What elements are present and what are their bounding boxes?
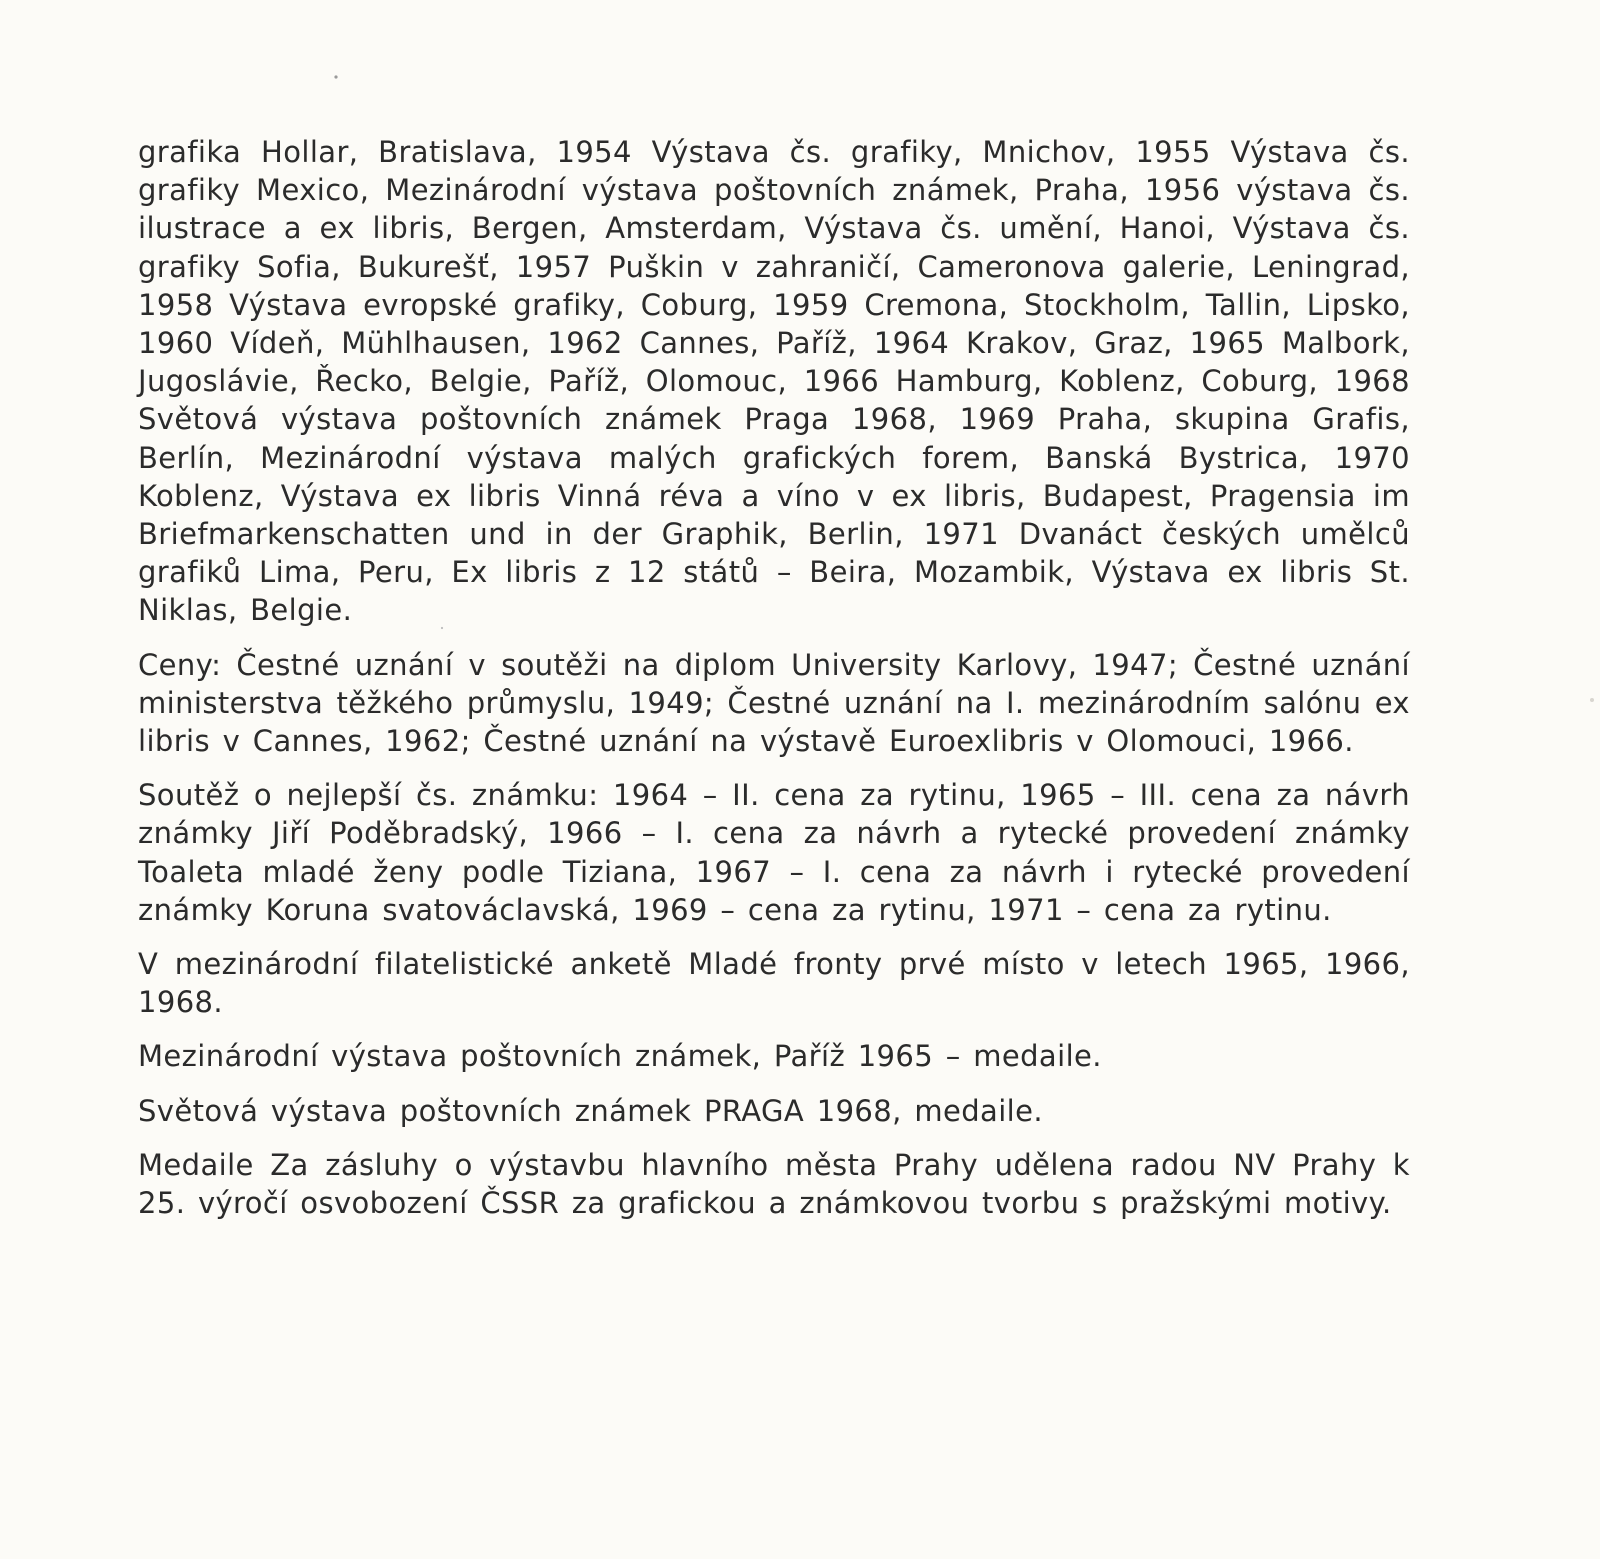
paragraph-stamp-competition: Soutěž o nejlepší čs. známku: 1964 – II. cena za rytinu, 1965 – III. cena za návrh známky Jiří Poděbradský, 1966 – I. cena za návrh a rytecké provedení známky Toaleta mladé ženy podle Tiziana, 1967 – I. cena za návrh i rytecké provedení známky Koruna svatováclavská, 1969 – cena za rytinu, 1971 – cena za rytinu.: [138, 778, 1410, 927]
paragraph-philatelic-poll: V mezinárodní filatelistické anketě Mladé fronty prvé místo v letech 1965, 1966, 1968.: [138, 947, 1410, 1020]
paragraph-paris-medal: Mezinárodní výstava poštovních známek, Paříž 1965 – medaile.: [138, 1039, 1102, 1074]
paragraph-praga-medal: Světová výstava poštovních známek PRAGA 1968, medaile.: [138, 1093, 1043, 1128]
paragraph-awards: Ceny: Čestné uznání v soutěži na diplom University Karlovy, 1947; Čestné uznání ministerstva těžkého průmyslu, 1949; Čestné uznání na I. mezinárodním salónu ex libris v Cannes, 1962; Čestné uznání na výstavě Euroexlibris v Olomouci, 1966.: [138, 647, 1410, 759]
paragraph-prague-merit-medal: Medaile Za zásluhy o výstavbu hlavního města Prahy udělena radou NV Prahy k 25. výročí osvobození ČSSR za grafickou a známkovou tvorbu s pražskými motivy.: [138, 1147, 1410, 1221]
document-body: [138, 133, 1410, 1238]
paragraph-exhibitions: grafika Hollar, Bratislava, 1954 Výstava čs. grafiky, Mnichov, 1955 Výstava čs. grafiky Mexico, Mezinárodní výstava poštovních známek, Praha, 1956 výstava čs. ilustrace a ex libris, Bergen, Amsterdam, Výstava čs. umění, Hanoi, Výstava čs. grafiky Sofia, Bukurešť, 1957 Puškin v zahraničí, Cameronova galerie, Leningrad, 1958 Výstava evropské grafiky, Coburg, 1959 Cremona, Stockholm, Tallin, Lipsko, 1960 Vídeň, Mühlhausen, 1962 Cannes, Paříž, 1964 Krakov, Graz, 1965 Malbork, Jugoslávie, Řecko, Belgie, Paříž, Olomouc, 1966 Hamburg, Koblenz, Coburg, 1968 Světová výstava poštovních známek Praga 1968, 1969 Praha, skupina Grafis, Berlín, Mezinárodní výstava malých grafických forem, Banská Bystrica, 1970 Koblenz, Výstava ex libris Vinná réva a víno v ex libris, Budapest, Pragensia im Briefmarkenschatten und in der Graphik, Berlin, 1971 Dvanáct českých umělců grafiků Lima, Peru, Ex libris z 12 států – Beira, Mozambik, Výstava ex libris St. Niklas, Belgie.: [138, 135, 1410, 628]
